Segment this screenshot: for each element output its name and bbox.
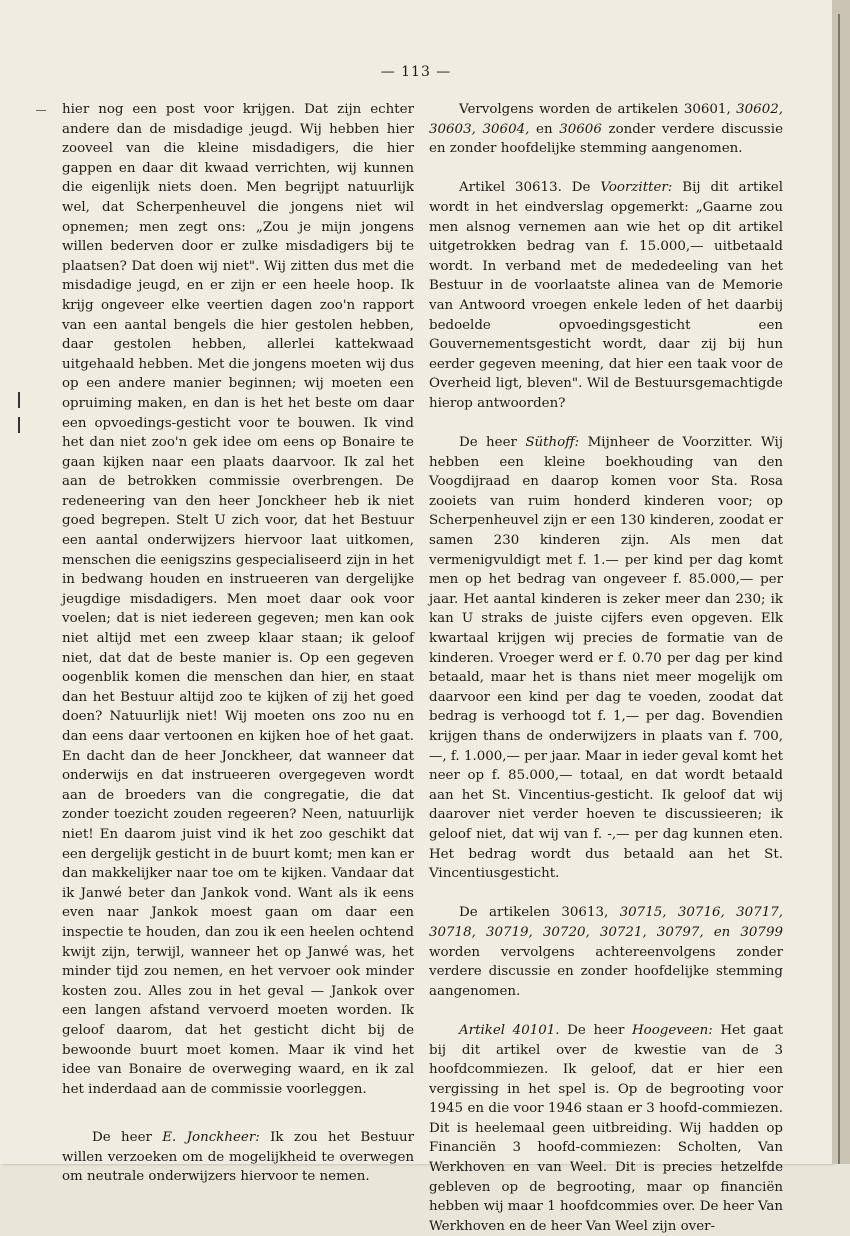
paragraph: De heer E. Jonckheer: Ik zou het Bestuur willen verzoeken om de mogelijkheid te overwegen om neutrale onderwijzers hiervoor te nemen. bbox=[62, 1130, 414, 1185]
margin-tick bbox=[36, 110, 46, 111]
left-column bbox=[62, 100, 414, 1187]
paragraph: hier nog een post voor krijgen. Dat zijn echter andere dan de misdadige jeugd. Wij hebben hier zooveel van die kleine misdadigers, die hier gappen en daar dit kwaad verrichten, wij kunnen die eigenlijk niets doen. Men begrijpt natuurlijk wel, dat Scherpenheuvel die jongens niet wil opnemen; men zegt ons: „Zou je mijn jongens willen bederven door er zulke misdadigers bij te plaatsen? Dat doen wij niet". Wij zitten dus met die misdadige jeugd, en er zijn er een heele hoop. Ik krijg ongeveer elke veertien dagen zoo'n rapport van een aantal bengels die hier gestolen hebben, daar gestolen hebben, allerlei kattekwaad uitgehaald hebben. Met die jongens moeten wij dus op een andere manier beginnen; wij moeten een opruiming maken, en dan is het het beste om daar een opvoedings-gesticht voor te bouwen. Ik vind het dan niet zoo'n gek idee om eens op Bonaire te gaan kijken naar een plaats daarvoor. Ik zal het aan de betrokken commissie overbrengen. De redeneering van den heer Jonckheer heb ik niet goed begrepen. Stelt U zich voor, dat het Bestuur een aantal onderwijzers hiervoor laat uitkomen, menschen die eenigszins gespecialiseerd zijn in het in bedwang houden en instrueeren van dergelijke jeugdige misdadigers. Men moet daar ook voor voelen; dat is niet iedereen gegeven; men kan ook niet altijd met een zweep klaar staan; ik geloof niet, dat dat de beste manier is. Op een gegeven oogenblik komen die menschen dan hier, en staat dan het Bestuur altijd zoo te kijken of zij het goed doen? Natuurlijk niet! Wij moeten ons zoo nu en dan eens daar vertoonen en kijken hoe of het gaat. En dacht dan de heer Jonckheer, dat wanneer dat onderwijs en dat instrueeren overgegeven wordt aan de broeders van die congregatie, die dat zonder toezicht zouden regeeren? Neen, natuurlijk niet! En daarom juist vind ik het zoo geschikt dat een dergelijk gesticht in de buurt komt; men kan er dan makkelijker naar toe om te kijken. Vandaar dat ik Janwé beter dan Jankok vond. Want als ik eens even naar Jankok moest gaan om daar een inspectie te houden, dan zou ik een heelen ochtend kwijt zijn, terwijl, wanneer het op Janwé was, het minder tijd zou nemen, en het vervoer ook minder kosten zou. Alles zou in het geval — Jankok over een langen afstand vervoerd moeten worden. Ik geloof daarom, dat het gesticht dicht bij de bewoonde buurt moet komen. Maar ik vind het idee van Bonaire de overweging waard, en ik zal het inderdaad aan de commissie voorleggen. bbox=[62, 102, 414, 1097]
speaker-name: Voorzitter: bbox=[600, 180, 673, 196]
speaker-name: Süthoff: bbox=[525, 435, 580, 451]
paragraph: De heer Süthoff: Mijnheer de Voorzitter. Wij hebben een kleine boekhouding van den Voogdijraad en daarop komen voor Sta. Rosa zooiets van ruim honderd kinderen voor; op Scherpenheuvel zijn er een 130 kinderen, zoodat er samen 230 kinderen zijn. Als men dat vermenigvuldigt met f. 1.— per kind per dag komt men op het bedrag van ongeveer f. 85.000,— per jaar. Het aantal kinderen is zeker meer dan 230; ik kan U straks de juiste cijfers even opgeven. Elk kwartaal krijgen wij precies de formatie van de kinderen. Vroeger werd er f. 0.70 per dag per kind betaald, maar het is thans niet meer mogelijk om daarvoor een kind per dag te voeden, zoodat dat bedrag is verhoogd tot f. 1,— per dag. Bovendien krijgen thans de onderwijzers in plaats van f. 700,—, f. 1.000,— per jaar. Maar in ieder geval komt het neer op f. 85.000,— totaal, en dat wordt betaald aan het St. Vincentius-gesticht. Ik geloof dat wij daarover niet verder hoeven te discussieeren; ik geloof niet, dat wij van f. -,— per dag kunnen eten. Het bedrag wordt dus betaald aan het St. Vincentiusgesticht. bbox=[429, 435, 783, 882]
page-edge bbox=[832, 0, 850, 1164]
speaker-name: E. Jonckheer: bbox=[162, 1130, 260, 1146]
page-number: — 113 — bbox=[380, 64, 452, 80]
article-number: Artikel 40101. bbox=[459, 1022, 560, 1038]
margin-mark bbox=[18, 392, 20, 408]
paragraph: Artikel 40101. De heer Hoogeveen: Het gaat bij dit artikel over de kwestie van de 3 hoofdcommiezen. Ik geloof, dat er hier een vergissing in het spel is. Op de begrooting voor 1945 en die voor 1946 staan er 3 hoofd-commiezen. Dit is heelemaal geen uitbreiding. Wij hadden op Financiën 3 hoofd-commiezen: Scholten, Van Werkhoven en van Weel. Dit is precies hetzelfde gebleven op de begrooting, maar op financiën hebben wij maar 1 hoofdcommies over. De heer Van Werkhoven en de heer Van Weel zijn over- bbox=[429, 1022, 783, 1234]
paragraph: De artikelen 30613, 30715, 30716, 30717, 30718, 30719, 30720, 30721, 30797, en 30799 worden vervolgens achtereenvolgens zonder verdere discussie en zonder hoofdelijke stemming aangenomen. bbox=[429, 905, 784, 999]
paragraph: Vervolgens worden de artikelen 30601, 30602, 30603, 30604, en 30606 zonder verdere discussie en zonder hoofdelijke stemming aangenomen. bbox=[429, 102, 783, 157]
right-column bbox=[429, 100, 783, 1236]
paragraph: Artikel 30613. De Voorzitter: Bij dit artikel wordt in het eindverslag opgemerkt: „Gaarne zou men alsnog vernemen aan wie het op dit artikel uitgetrokken bedrag van f. 15.000,— uitbetaald wordt. In verband met de mededeeling van het Bestuur in de voorlaatste alinea van de Memorie van Antwoord vroegen enkele leden of het daarbij bedoelde opvoedingsgesticht een Gouvernementsgesticht wordt, daar zij bij hun eerder gegeven meening, dat hier een taak voor de Overheid ligt, bleven". Wil de Bestuursgemachtigde hierop antwoorden? bbox=[429, 180, 783, 411]
margin-mark bbox=[18, 417, 20, 433]
speaker-name: Hoogeveen: bbox=[631, 1022, 713, 1038]
